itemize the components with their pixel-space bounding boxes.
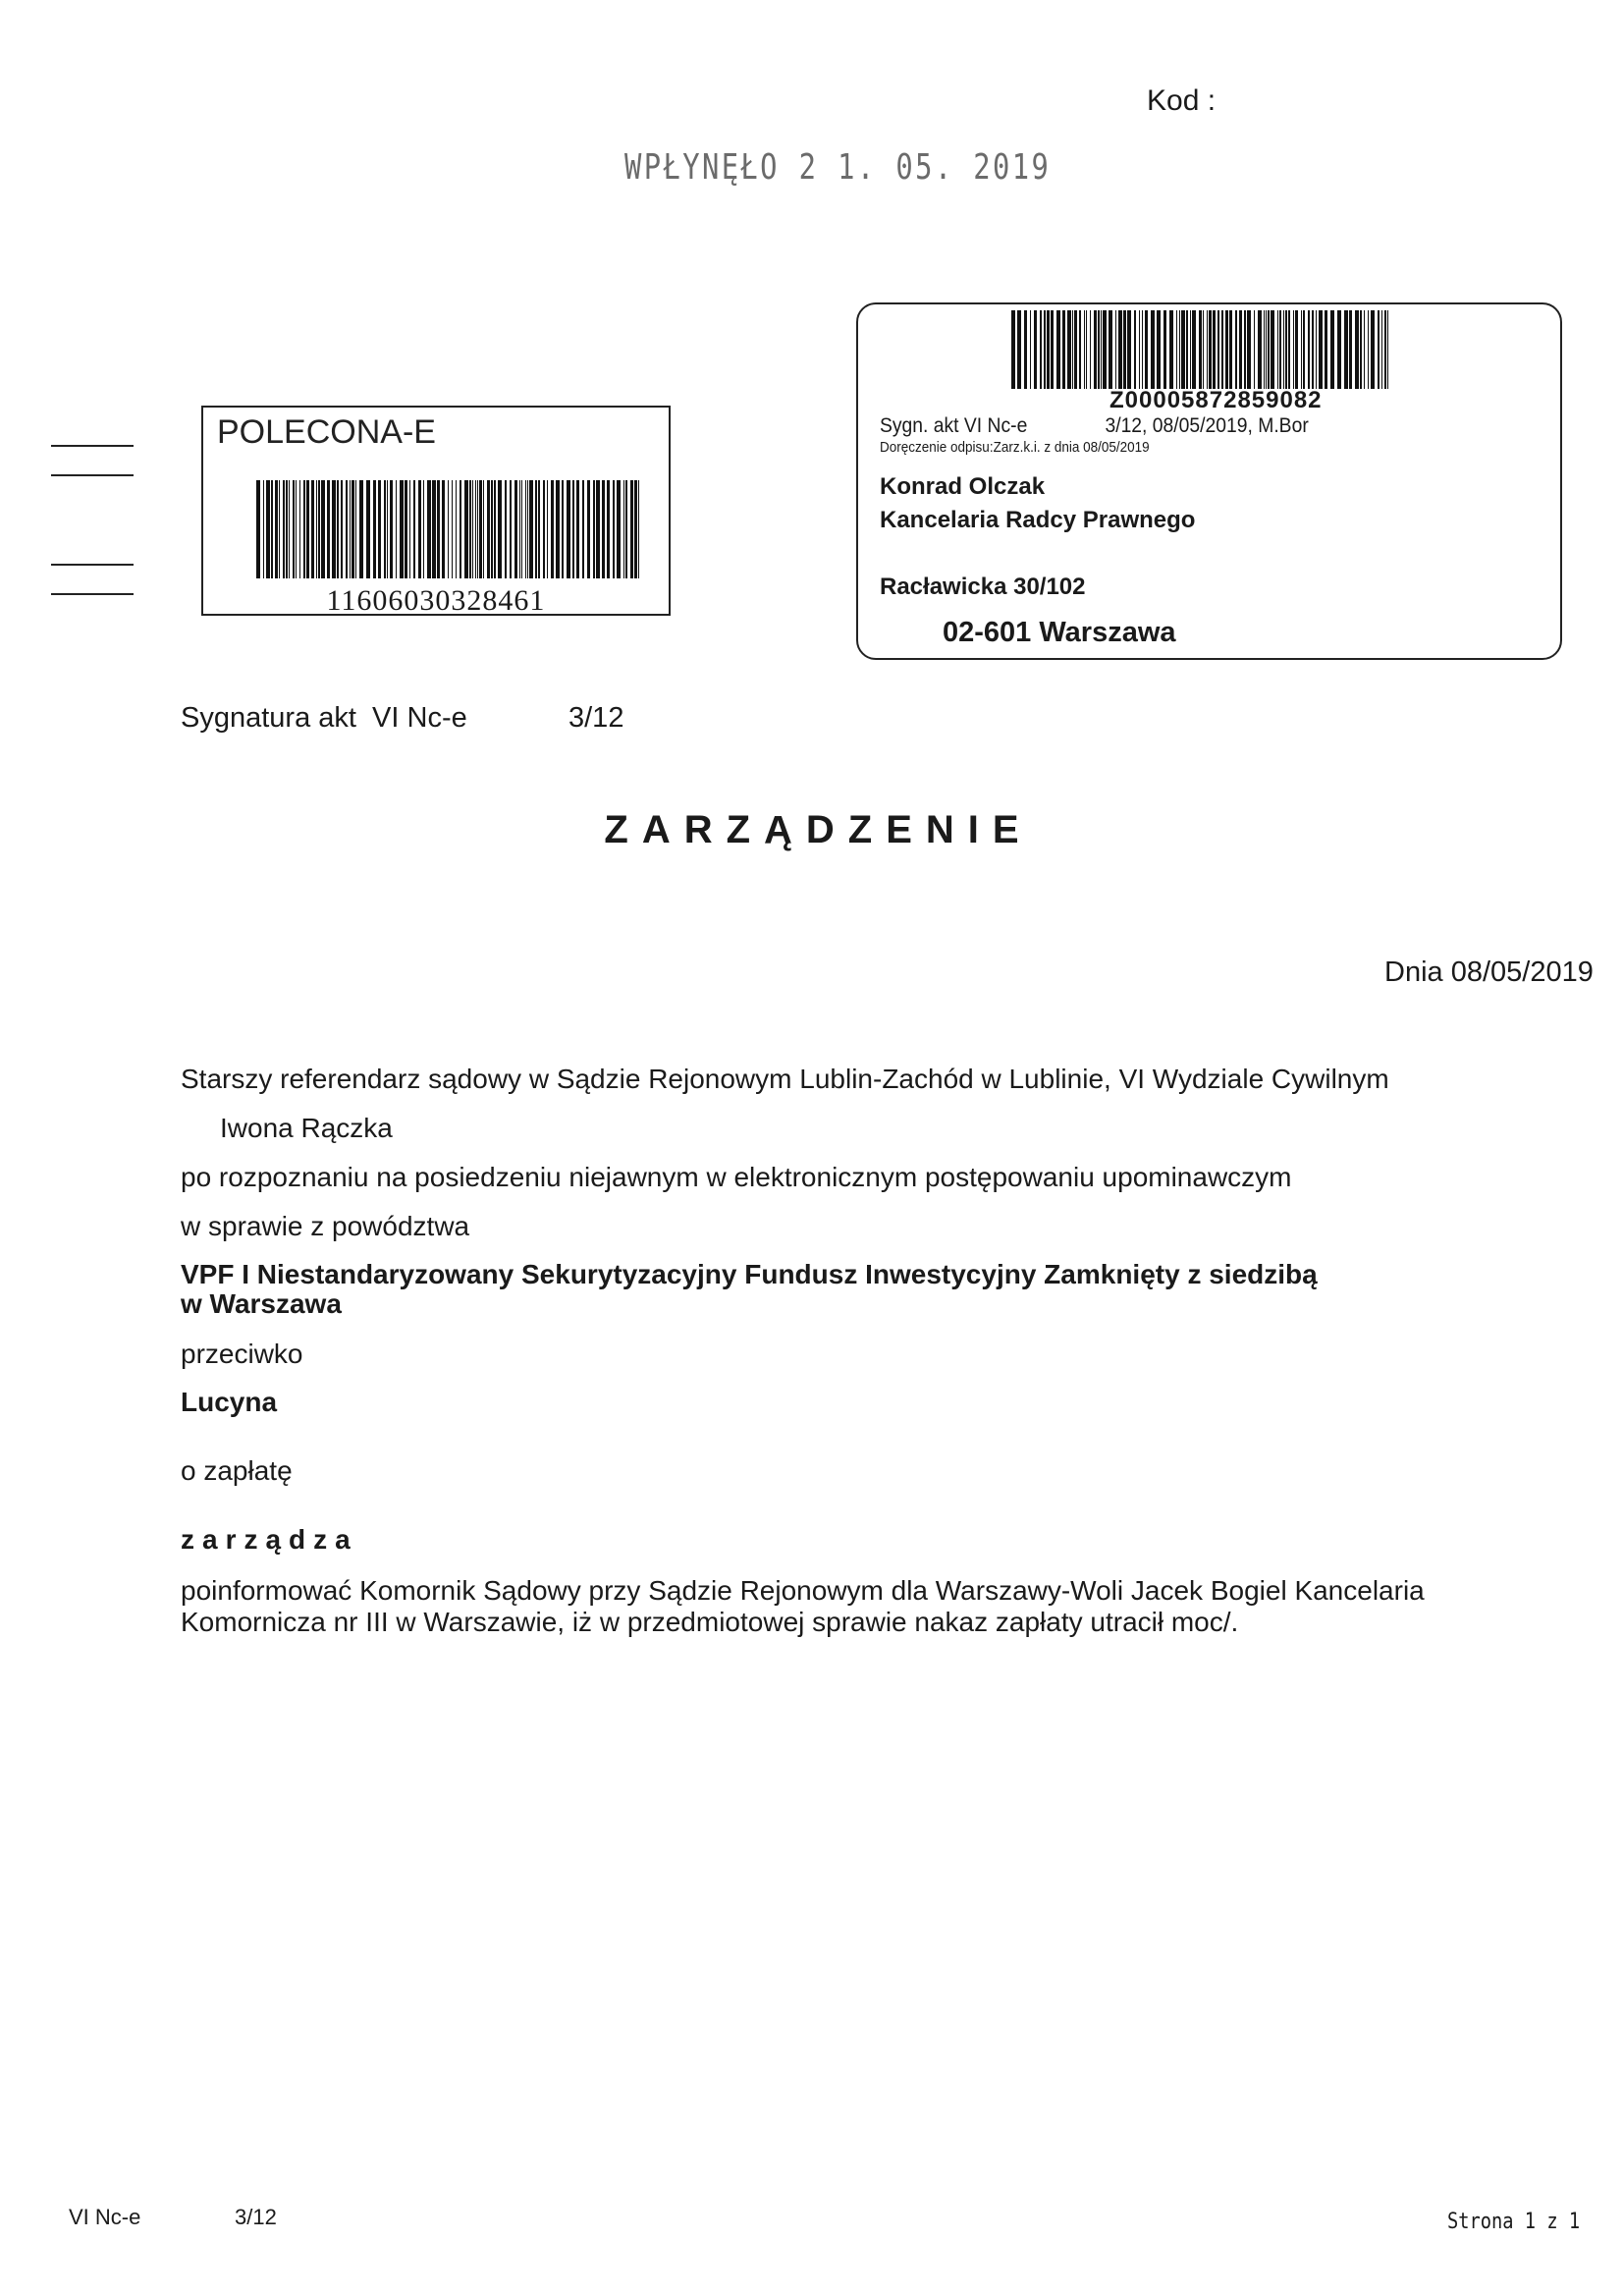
- barcode-bar: [1371, 310, 1375, 389]
- barcode-bar: [1229, 310, 1232, 389]
- barcode-bar: [1203, 310, 1204, 389]
- barcode-bar: [1217, 310, 1219, 389]
- barcode-bar: [1192, 310, 1196, 389]
- barcode-bar: [630, 480, 633, 578]
- barcode-bar: [607, 480, 610, 578]
- barcode-bar: [271, 480, 273, 578]
- barcode-bar: [1101, 310, 1102, 389]
- footer-case-number: 3/12: [235, 2205, 277, 2229]
- barcode-bar: [1090, 310, 1091, 389]
- barcode-bar: [318, 480, 320, 578]
- barcode-bar: [1235, 310, 1237, 389]
- barcode-bar: [352, 480, 354, 578]
- barcode-bar: [350, 480, 351, 578]
- barcode-bar: [1213, 310, 1216, 389]
- barcode-bar: [1176, 310, 1177, 389]
- barcode-bar: [602, 480, 605, 578]
- barcode-bar: [1134, 310, 1136, 389]
- barcode-bar: [418, 480, 421, 578]
- barcode-bar: [1271, 310, 1274, 389]
- barcode-bar: [1034, 310, 1037, 389]
- barcode-bar: [1239, 310, 1242, 389]
- document-title: ZARZĄDZENIE: [604, 808, 1033, 851]
- barcode-bar: [556, 480, 560, 578]
- barcode-bar: [498, 480, 502, 578]
- barcode-bar: [1142, 310, 1143, 389]
- registered-barcode: [256, 480, 641, 578]
- barcode-bar: [1186, 310, 1188, 389]
- barcode-bar: [1337, 310, 1341, 389]
- barcode-bar: [1181, 310, 1185, 389]
- barcode-bar: [1017, 310, 1021, 389]
- barcode-bar: [1024, 310, 1027, 389]
- recipient-street: Racławicka 30/102: [880, 574, 1086, 600]
- barcode-bar: [1381, 310, 1382, 389]
- barcode-bar: [1349, 310, 1352, 389]
- registered-number: 11606030328461: [326, 584, 546, 617]
- address-delivery-note: Doręczenie odpisu:Zarz.k.i. z dnia 08/05/2019: [880, 439, 1150, 456]
- barcode-bar: [387, 480, 388, 578]
- issuer-line: Starszy referendarz sądowy w Sądzie Rejonowym Lublin-Zachód w Lublinie, VI Wydziale Cywilnym: [181, 1064, 1389, 1094]
- barcode-bar: [460, 480, 461, 578]
- barcode-bar: [638, 480, 639, 578]
- footer-case-prefix: VI Nc-e: [69, 2205, 141, 2229]
- barcode-bar: [572, 480, 574, 578]
- barcode-bar: [587, 480, 590, 578]
- barcode-bar: [634, 480, 637, 578]
- barcode-bar: [316, 480, 317, 578]
- barcode-bar: [400, 480, 404, 578]
- barcode-bar: [1086, 310, 1087, 389]
- barcode-bar: [321, 480, 325, 578]
- barcode-bar: [1067, 310, 1071, 389]
- barcode-bar: [1118, 310, 1122, 389]
- plaintiff-line-2: w Warszawa: [181, 1288, 342, 1319]
- margin-tick: [51, 593, 134, 595]
- document-date: Dnia 08/05/2019: [1384, 957, 1594, 988]
- barcode-bar: [1293, 310, 1294, 389]
- barcode-bar: [1209, 310, 1212, 389]
- barcode-bar: [1084, 310, 1085, 389]
- barcode-bar: [1368, 310, 1369, 389]
- barcode-bar: [373, 480, 376, 578]
- barcode-bar: [1344, 310, 1348, 389]
- barcode-bar: [1047, 310, 1050, 389]
- barcode-bar: [1360, 310, 1362, 389]
- barcode-bar: [1079, 310, 1081, 389]
- barcode-bar: [1145, 310, 1148, 389]
- barcode-bar: [289, 480, 290, 578]
- barcode-bar: [464, 480, 468, 578]
- registered-mail-title: POLECONA-E: [217, 413, 436, 451]
- order-line-2: Komornicza nr III w Warszawie, iż w przedmiotowej sprawie nakaz zapłaty utracił moc/.: [181, 1607, 1239, 1637]
- barcode-bar: [1139, 310, 1140, 389]
- barcode-bar: [1254, 310, 1255, 389]
- barcode-bar: [409, 480, 410, 578]
- recipient-city: 02-601 Warszawa: [943, 617, 1176, 648]
- barcode-bar: [346, 480, 348, 578]
- barcode-bar: [1247, 310, 1251, 389]
- barcode-bar: [1277, 310, 1278, 389]
- barcode-bar: [1040, 310, 1042, 389]
- barcode-bar: [332, 480, 336, 578]
- barcode-bar: [283, 480, 285, 578]
- barcode-bar: [1056, 310, 1060, 389]
- barcode-bar: [275, 480, 278, 578]
- barcode-bar: [1264, 310, 1265, 389]
- barcode-bar: [1301, 310, 1302, 389]
- barcode-bar: [1378, 310, 1380, 389]
- barcode-bar: [303, 480, 305, 578]
- barcode-bar: [529, 480, 533, 578]
- orders-heading: zarządza: [181, 1524, 358, 1555]
- barcode-bar: [1011, 310, 1015, 389]
- address-case-right: 3/12, 08/05/2019, M.Bor: [1105, 414, 1309, 437]
- barcode-bar: [432, 480, 436, 578]
- barcode-bar: [266, 480, 270, 578]
- barcode-bar: [378, 480, 381, 578]
- barcode-bar: [396, 480, 397, 578]
- barcode-bar: [1103, 310, 1107, 389]
- barcode-bar: [593, 480, 595, 578]
- barcode-bar: [514, 480, 517, 578]
- barcode-bar: [1044, 310, 1046, 389]
- barcode-bar: [1157, 310, 1161, 389]
- barcode-bar: [1384, 310, 1386, 389]
- margin-tick: [51, 474, 134, 476]
- barcode-bar: [1266, 310, 1267, 389]
- barcode-bar: [1221, 310, 1223, 389]
- barcode-bar: [483, 480, 484, 578]
- barcode-bar: [1199, 310, 1202, 389]
- barcode-bar: [452, 480, 453, 578]
- recipient-office: Kancelaria Radcy Prawnego: [880, 507, 1196, 533]
- barcode-bar: [1030, 310, 1031, 389]
- barcode-bar: [1288, 310, 1290, 389]
- barcode-bar: [442, 480, 445, 578]
- barcode-bar: [311, 480, 314, 578]
- barcode-bar: [1295, 310, 1298, 389]
- barcode-bar: [423, 480, 424, 578]
- barcode-bar: [527, 480, 528, 578]
- barcode-bar: [1072, 310, 1073, 389]
- recipient-name: Konrad Olczak: [880, 473, 1046, 500]
- barcode-bar: [293, 480, 295, 578]
- barcode-bar: [1190, 310, 1191, 389]
- barcode-bar: [535, 480, 537, 578]
- barcode-bar: [1123, 310, 1126, 389]
- barcode-bar: [472, 480, 473, 578]
- barcode-bar: [519, 480, 520, 578]
- barcode-bar: [538, 480, 540, 578]
- barcode-bar: [547, 480, 548, 578]
- barcode-bar: [582, 480, 584, 578]
- case-signature-number: 3/12: [568, 702, 624, 734]
- barcode-bar: [625, 480, 627, 578]
- plaintiff-line-1: VPF I Niestandaryzowany Sekurytyzacyjny Fundusz Inwestycyjny Zamknięty z siedzibą: [181, 1259, 1318, 1289]
- issuer-name: Iwona Rączka: [220, 1113, 393, 1143]
- barcode-bar: [366, 480, 370, 578]
- registered-mail-label: [201, 406, 671, 616]
- barcode-bar: [491, 480, 493, 578]
- barcode-bar: [1115, 310, 1116, 389]
- barcode-bar: [427, 480, 431, 578]
- address-code: Z00005872859082: [1109, 387, 1323, 413]
- barcode-bar: [1364, 310, 1365, 389]
- barcode-bar: [1062, 310, 1065, 389]
- barcode-bar: [1387, 310, 1388, 389]
- barcode-bar: [475, 480, 476, 578]
- margin-tick: [51, 564, 134, 566]
- barcode-bar: [1268, 310, 1270, 389]
- kod-label: Kod :: [1147, 84, 1217, 117]
- barcode-bar: [477, 480, 478, 578]
- barcode-bar: [299, 480, 300, 578]
- barcode-bar: [510, 480, 512, 578]
- barcode-bar: [562, 480, 564, 578]
- case-signature-label: Sygnatura akt VI Nc-e: [181, 702, 467, 734]
- barcode-bar: [1074, 310, 1077, 389]
- barcode-bar: [1094, 310, 1097, 389]
- case-intro-line: w sprawie z powództwa: [181, 1211, 470, 1241]
- barcode-bar: [1127, 310, 1131, 389]
- address-case-left: Sygn. akt VI Nc-e: [880, 414, 1028, 437]
- barcode-bar: [1330, 310, 1334, 389]
- barcode-bar: [469, 480, 471, 578]
- barcode-bar: [1244, 310, 1246, 389]
- footer-page-number: Strona 1 z 1: [1447, 2210, 1581, 2234]
- barcode-bar: [1325, 310, 1327, 389]
- barcode-bar: [1319, 310, 1323, 389]
- order-line-1: poinformować Komornik Sądowy przy Sądzie Rejonowym dla Warszawy-Woli Jacek Bogiel Kancelaria: [181, 1575, 1425, 1606]
- defendant-name: Lucyna: [181, 1387, 278, 1417]
- barcode-bar: [1151, 310, 1155, 389]
- barcode-bar: [1169, 310, 1173, 389]
- barcode-bar: [1051, 310, 1054, 389]
- barcode-bar: [1098, 310, 1100, 389]
- barcode-bar: [327, 480, 330, 578]
- barcode-bar: [576, 480, 579, 578]
- against-label: przeciwko: [181, 1339, 303, 1369]
- barcode-bar: [341, 480, 343, 578]
- barcode-bar: [1163, 310, 1166, 389]
- barcode-bar: [521, 480, 522, 578]
- barcode-bar: [286, 480, 288, 578]
- barcode-bar: [437, 480, 440, 578]
- barcode-bar: [525, 480, 526, 578]
- barcode-bar: [1279, 310, 1281, 389]
- barcode-bar: [1303, 310, 1305, 389]
- barcode-bar: [1308, 310, 1310, 389]
- barcode-bar: [617, 480, 621, 578]
- barcode-bar: [256, 480, 260, 578]
- barcode-bar: [487, 480, 490, 578]
- barcode-bar: [384, 480, 386, 578]
- barcode-bar: [613, 480, 615, 578]
- barcode-bar: [1207, 310, 1208, 389]
- barcode-bar: [623, 480, 624, 578]
- barcode-bar: [413, 480, 415, 578]
- procedure-line: po rozpoznaniu na posiedzeniu niejawnym w elektronicznym postępowaniu upominawczym: [181, 1162, 1292, 1192]
- barcode-bar: [1285, 310, 1287, 389]
- margin-tick: [51, 445, 134, 447]
- address-case-reference: [880, 414, 1309, 438]
- barcode-bar: [596, 480, 600, 578]
- barcode-bar: [1312, 310, 1314, 389]
- barcode-bar: [263, 480, 264, 578]
- barcode-bar: [448, 480, 449, 578]
- barcode-bar: [456, 480, 457, 578]
- barcode-bar: [1179, 310, 1180, 389]
- barcode-bar: [306, 480, 309, 578]
- barcode-bar: [1316, 310, 1317, 389]
- barcode-bar: [390, 480, 393, 578]
- barcode-bar: [296, 480, 297, 578]
- barcode-bar: [567, 480, 570, 578]
- barcode-bar: [479, 480, 482, 578]
- barcode-bar: [1258, 310, 1262, 389]
- barcode-bar: [1109, 310, 1112, 389]
- barcode-bar: [405, 480, 407, 578]
- barcode-bar: [279, 480, 280, 578]
- barcode-bar: [1355, 310, 1359, 389]
- barcode-bar: [355, 480, 356, 578]
- barcode-bar: [359, 480, 363, 578]
- address-barcode: [1011, 310, 1394, 389]
- barcode-bar: [494, 480, 496, 578]
- barcode-bar: [505, 480, 507, 578]
- received-stamp: WPŁYNĘŁO 2 1. 05. 2019: [624, 147, 1052, 188]
- barcode-bar: [1283, 310, 1284, 389]
- subject-line: o zapłatę: [181, 1455, 293, 1486]
- barcode-bar: [543, 480, 545, 578]
- barcode-bar: [1225, 310, 1228, 389]
- barcode-bar: [551, 480, 554, 578]
- address-label: [856, 302, 1562, 660]
- barcode-bar: [337, 480, 339, 578]
